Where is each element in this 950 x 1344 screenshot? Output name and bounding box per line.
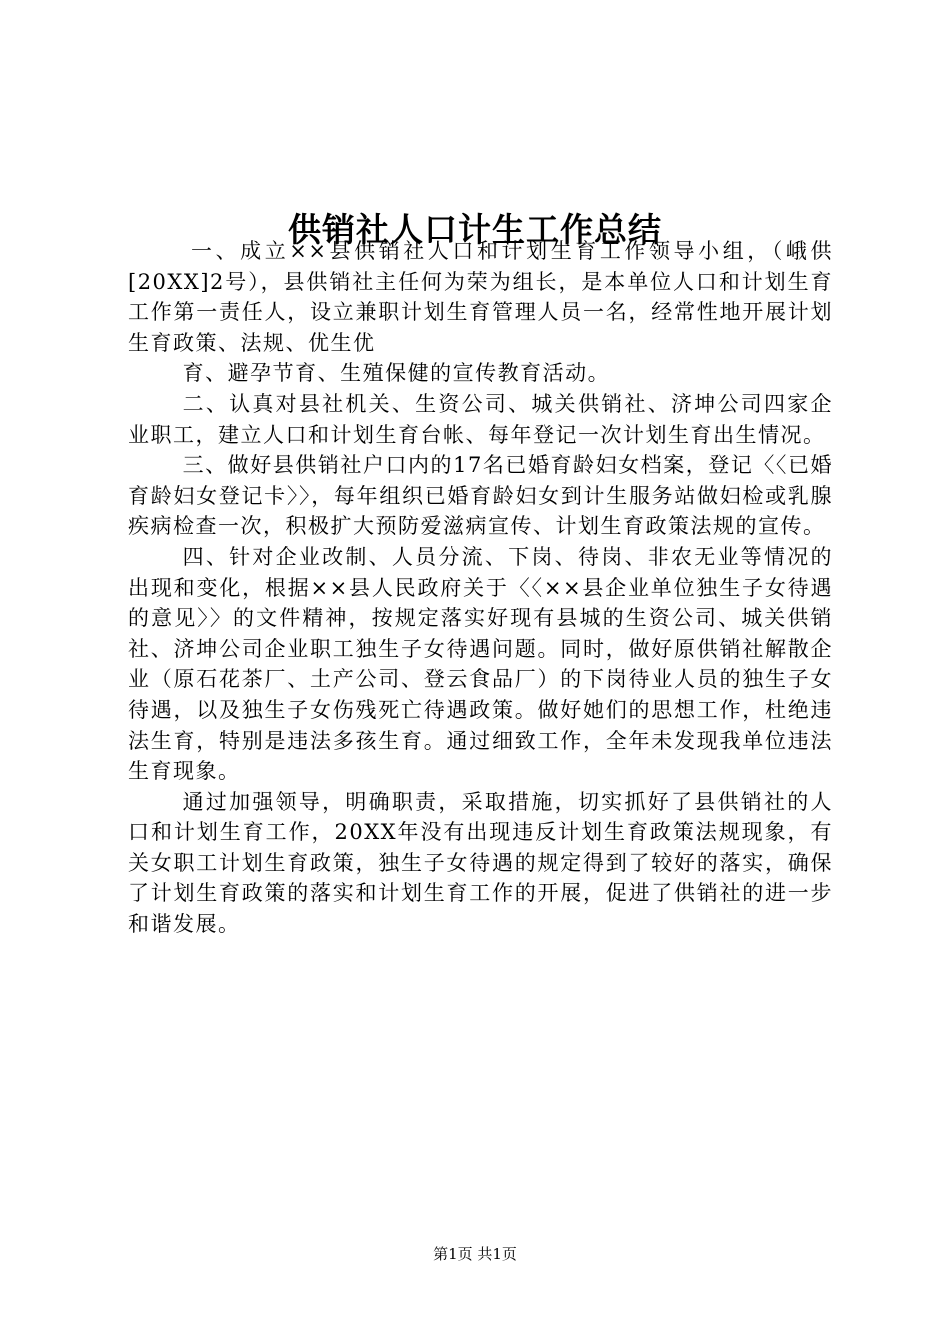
- paragraph-6: 通过加强领导，明确职责，采取措施，切实抓好了县供销社的人口和计划生育工作，20XX年没有出现违反计划生育政策法规现象，有关女职工计划生育政策，独生子女待遇的规定得到了较好的落实，确保了计划生育政策的落实和计划生育工作的开展，促进了供销社的进一步和谐发展。: [128, 789, 833, 937]
- paragraph-4: 三、做好县供销社户口内的17名已婚育龄妇女档案，登记〈〈已婚育龄妇女登记卡〉〉，每年组织已婚育龄妇女到计生服务站做妇检或乳腺疾病检查一次，积极扩大预防爱滋病宣传、计划生育政策法规的宣传。: [128, 453, 833, 539]
- paragraph-1: 一、成立××县供销社人口和计划生育工作领导小组，（峨供[20XX]2号），县供销社主任何为荣为组长，是本单位人口和计划生育工作第一责任人，设立兼职计划生育管理人员一名，经常性地开展计划生育政策、法规、优生优: [128, 239, 833, 355]
- document-body: [128, 236, 833, 940]
- page-footer: 第1页 共1页: [433, 1245, 517, 1263]
- paragraph-2: 育、避孕节育、生殖保健的宣传教育活动。: [182, 361, 611, 386]
- paragraph-3: 二、认真对县社机关、生资公司、城关供销社、济坤公司四家企业职工，建立人口和计划生育台帐、每年登记一次计划生育出生情况。: [128, 391, 833, 447]
- paragraph-5: 四、针对企业改制、人员分流、下岗、待岗、非农无业等情况的出现和变化，根据××县人民政府关于〈〈××县企业单位独生子女待遇的意见〉〉的文件精神，按规定落实好现有县城的生资公司、城关供销社、济坤公司企业职工独生子女待遇问题。同时，做好原供销社解散企业（原石花茶厂、土产公司、登云食品厂）的下岗待业人员的独生子女待遇，以及独生子女伤残死亡待遇政策。做好她们的思想工作，杜绝违法生育，特别是违法多孩生育。通过细致工作，全年未发现我单位违法生育现象。: [128, 544, 833, 784]
- document-title: 供销社人口计生工作总结: [288, 210, 662, 250]
